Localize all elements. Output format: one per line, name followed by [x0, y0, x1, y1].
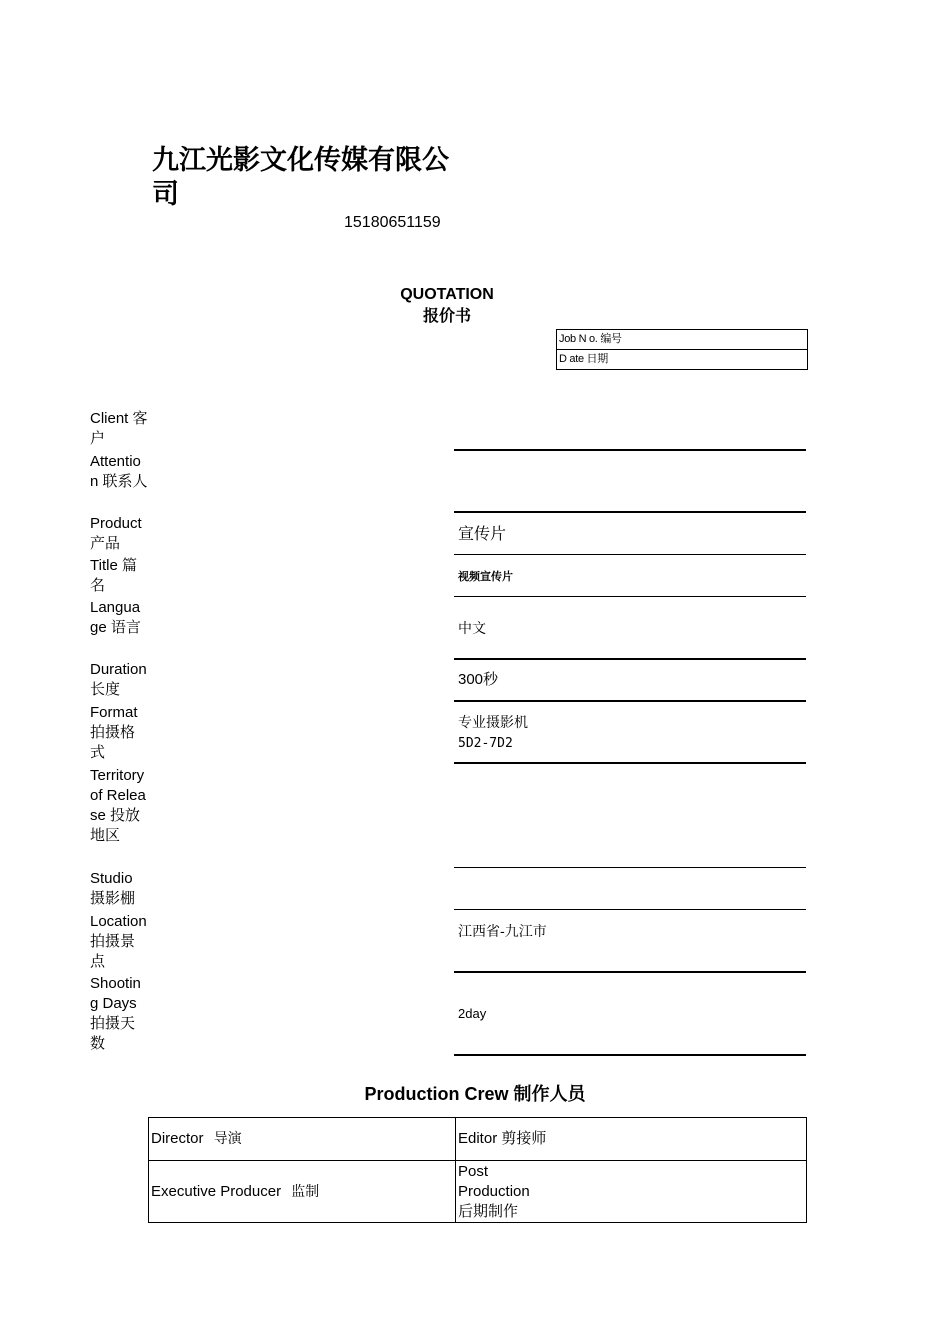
- title-value: 视频宣传片: [458, 570, 513, 583]
- date-field[interactable]: D ate 日期: [557, 349, 807, 369]
- title-label: Title 篇名: [90, 557, 137, 594]
- product-rule: [454, 554, 806, 555]
- shooting-days-rule: [454, 1054, 806, 1056]
- product-value: 宣传片: [458, 524, 507, 543]
- editor-cell[interactable]: [456, 1118, 807, 1161]
- director-label-en: Director: [151, 1130, 204, 1147]
- executive-producer-label-en: Executive Producer: [151, 1182, 282, 1200]
- product-label: Product 产品: [90, 515, 142, 552]
- duration-rule: [454, 700, 806, 702]
- quotation-title-en: QUOTATION: [400, 286, 494, 303]
- production-crew-title: Production Crew 制作人员: [364, 1084, 586, 1104]
- director-label-cn: 导演: [213, 1131, 242, 1147]
- director-cell[interactable]: [149, 1118, 456, 1161]
- format-value-camera: 专业摄影机: [458, 715, 528, 731]
- executive-producer-cell[interactable]: [149, 1161, 456, 1223]
- company-name: 九江光影文化传媒有限公司: [152, 145, 449, 210]
- shooting-days-value: 2day: [458, 1006, 487, 1021]
- format-rule: [454, 762, 806, 764]
- quotation-title-cn: 报价书: [422, 308, 471, 325]
- table-row: [149, 1118, 807, 1161]
- phone-number: 15180651159: [344, 214, 441, 231]
- language-rule: [454, 658, 806, 660]
- studio-rule: [454, 909, 806, 910]
- territory-rule: [454, 867, 806, 868]
- table-row: [149, 1161, 807, 1223]
- location-rule: [454, 971, 806, 973]
- studio-label: Studio 摄影棚: [90, 870, 136, 907]
- post-production-label: Post Production 后期制作: [458, 1162, 530, 1220]
- language-label: Language 语言: [90, 599, 141, 636]
- production-crew-table: [148, 1117, 807, 1223]
- client-rule: [454, 449, 806, 451]
- executive-producer-label-cn: 监制: [291, 1183, 320, 1200]
- job-number-field[interactable]: Job N o. 编号: [559, 333, 622, 345]
- format-value-model: 5D2-7D2: [458, 736, 513, 751]
- post-production-cell[interactable]: [456, 1161, 807, 1223]
- format-label: Format 拍摄格式: [90, 704, 138, 761]
- quotation-title: [340, 284, 554, 328]
- job-info-box: [556, 329, 808, 370]
- title-rule: [454, 596, 806, 597]
- location-value: 江西省-九江市: [458, 924, 547, 940]
- location-label: Location 拍摄景点: [90, 913, 147, 970]
- duration-value: 300秒: [458, 671, 499, 688]
- attention-label: Attention 联系人: [90, 453, 148, 490]
- territory-label: Territory of Release 投放地区: [90, 767, 146, 844]
- language-value: 中文: [458, 621, 486, 637]
- client-label: Client 客户: [90, 410, 148, 447]
- shooting-days-label: Shooting Days 拍摄天数: [90, 975, 141, 1052]
- attention-rule: [454, 511, 806, 513]
- editor-label: Editor 剪接师: [458, 1130, 547, 1147]
- duration-label: Duration 长度: [90, 661, 147, 698]
